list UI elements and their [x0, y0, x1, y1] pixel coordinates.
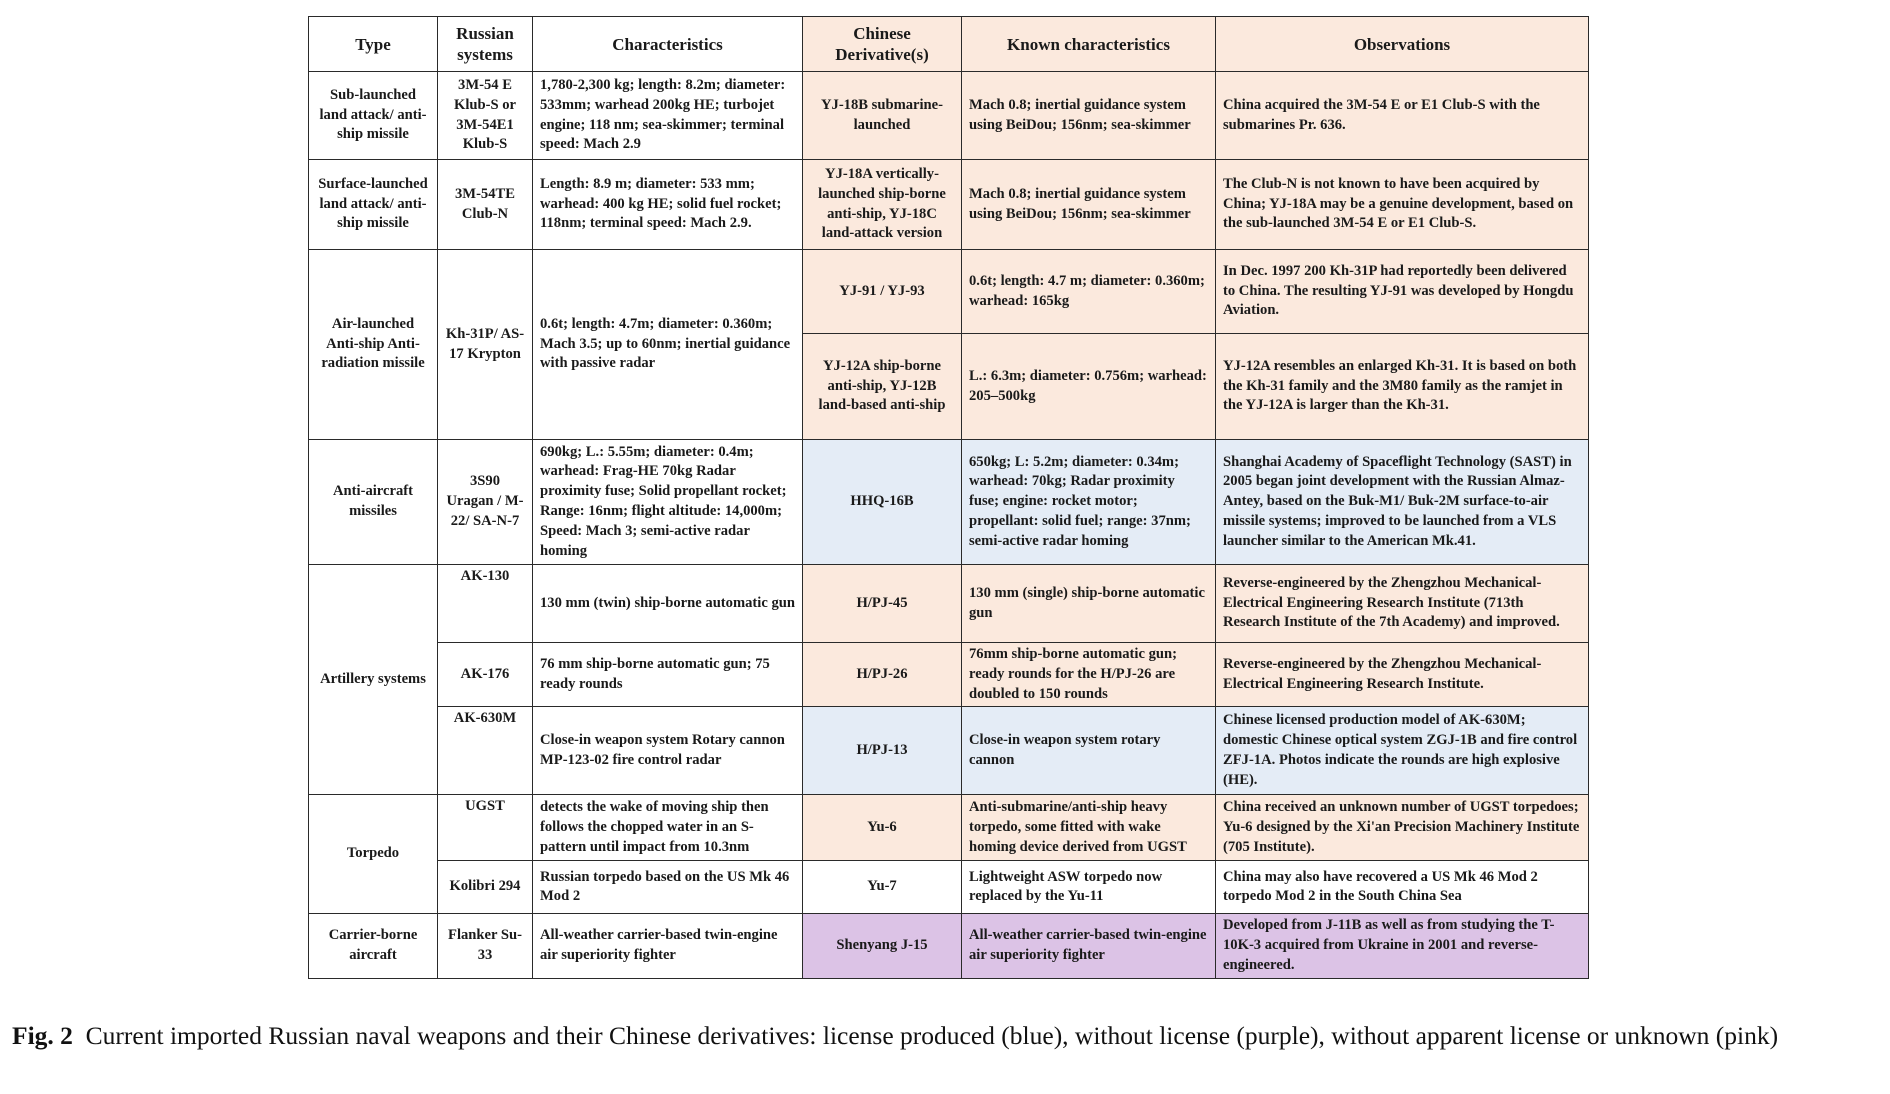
known-characteristics-cell: 0.6t; length: 4.7 m; diameter: 0.360m; warhead: 165kg [962, 250, 1216, 334]
header-known-characteristics: Known characteristics [962, 17, 1216, 72]
known-characteristics-cell: 650kg; L: 5.2m; diameter: 0.34m; warhead: 70kg; Radar proximity fuse; engine: rocket motor; propellant: solid fuel; range: 37nm; semi-active radar homing [962, 440, 1216, 565]
header-observations: Observations [1216, 17, 1589, 72]
characteristics-cell: 0.6t; length: 4.7m; diameter: 0.360m; Mach 3.5; up to 60nm; inertial guidance with passive radar [533, 250, 803, 440]
table-row [309, 914, 1589, 978]
header-chinese-derivatives: Chinese Derivative(s) [803, 17, 962, 72]
figure-caption [12, 1018, 1878, 1053]
chinese-derivative-cell: H/PJ-26 [803, 643, 962, 707]
table-row [309, 72, 1589, 160]
characteristics-cell: Russian torpedo based on the US Mk 46 Mod 2 [533, 861, 803, 914]
known-characteristics-cell: Mach 0.8; inertial guidance system using BeiDou; 156nm; sea-skimmer [962, 160, 1216, 250]
characteristics-cell: detects the wake of moving ship then follows the chopped water in an S-pattern until impact from 10.3nm [533, 795, 803, 861]
russian-system-cell: AK-176 [438, 643, 533, 707]
figure-label: Fig. 2 [12, 1021, 73, 1050]
chinese-derivative-cell: YJ-12A ship-borne anti-ship, YJ-12B land-based anti-ship [803, 334, 962, 440]
russian-system-cell: Kolibri 294 [438, 861, 533, 914]
known-characteristics-cell: Close-in weapon system rotary cannon [962, 707, 1216, 795]
chinese-derivative-cell: H/PJ-45 [803, 565, 962, 643]
russian-system-cell: AK-130 [438, 565, 533, 643]
type-cell: Anti-aircraft missiles [309, 440, 438, 565]
characteristics-cell: 130 mm (twin) ship-borne automatic gun [533, 565, 803, 643]
type-cell: Air-launched Anti-ship Anti-radiation missile [309, 250, 438, 440]
observations-cell: YJ-12A resembles an enlarged Kh-31. It is based on both the Kh-31 family and the 3M80 family as the ramjet in the YJ-12A is larger than the Kh-31. [1216, 334, 1589, 440]
characteristics-cell: 1,780-2,300 kg; length: 8.2m; diameter: 533mm; warhead 200kg HE; turbojet engine; 118 nm; sea-skimmer; terminal speed: Mach 2.9 [533, 72, 803, 160]
known-characteristics-cell: 130 mm (single) ship-borne automatic gun [962, 565, 1216, 643]
table-row [309, 565, 1589, 643]
observations-cell: The Club-N is not known to have been acquired by China; YJ-18A may be a genuine development, based on the sub-launched 3M-54 E or E1 Club-S. [1216, 160, 1589, 250]
observations-cell: Reverse-engineered by the Zhengzhou Mechanical-Electrical Engineering Research Institute. [1216, 643, 1589, 707]
observations-cell: China received an unknown number of UGST torpedoes; Yu-6 designed by the Xi'an Precision Machinery Institute (705 Institute). [1216, 795, 1589, 861]
chinese-derivative-cell: YJ-91 / YJ-93 [803, 250, 962, 334]
type-cell: Surface-launched land attack/ anti-ship missile [309, 160, 438, 250]
chinese-derivative-cell: Yu-6 [803, 795, 962, 861]
characteristics-cell: Close-in weapon system Rotary cannon MP-123-02 fire control radar [533, 707, 803, 795]
table-row [309, 250, 1589, 334]
chinese-derivative-cell: YJ-18B submarine-launched [803, 72, 962, 160]
table-row [309, 795, 1589, 861]
observations-cell: China may also have recovered a US Mk 46 Mod 2 torpedo Mod 2 in the South China Sea [1216, 861, 1589, 914]
type-cell: Artillery systems [309, 565, 438, 795]
header-type: Type [309, 17, 438, 72]
chinese-derivative-cell: YJ-18A vertically-launched ship-borne anti-ship, YJ-18C land-attack version [803, 160, 962, 250]
known-characteristics-cell: Mach 0.8; inertial guidance system using BeiDou; 156nm; sea-skimmer [962, 72, 1216, 160]
type-cell: Carrier-borne aircraft [309, 914, 438, 978]
russian-system-cell: Flanker Su-33 [438, 914, 533, 978]
russian-system-cell: 3S90 Uragan / M-22/ SA-N-7 [438, 440, 533, 565]
figure-caption-text: Current imported Russian naval weapons and their Chinese derivatives: license produced (blue), without license (purple), without apparent license or unknown (pink) [85, 1021, 1779, 1050]
russian-system-cell: 3M-54TE Club-N [438, 160, 533, 250]
chinese-derivative-cell: Yu-7 [803, 861, 962, 914]
characteristics-cell: 690kg; L.: 5.55m; diameter: 0.4m; warhead: Frag-HE 70kg Radar proximity fuse; Solid propellant rocket; Range: 16nm; flight altitude: 14,000m; Speed: Mach 3; semi-active radar homing [533, 440, 803, 565]
russian-system-cell: Kh-31P/ AS-17 Krypton [438, 250, 533, 440]
table-header-row [309, 17, 1589, 72]
observations-cell: Developed from J-11B as well as from studying the T-10K-3 acquired from Ukraine in 2001 and reverse-engineered. [1216, 914, 1589, 978]
observations-cell: Chinese licensed production model of AK-630M; domestic Chinese optical system ZGJ-1B and fire control ZFJ-1A. Photos indicate the rounds are high explosive (HE). [1216, 707, 1589, 795]
known-characteristics-cell: Anti-submarine/anti-ship heavy torpedo, some fitted with wake homing device derived from UGST [962, 795, 1216, 861]
table-row [309, 440, 1589, 565]
weapons-table-figure [308, 16, 1588, 979]
table-row [309, 707, 1589, 795]
observations-cell: In Dec. 1997 200 Kh-31P had reportedly been delivered to China. The resulting YJ-91 was developed by Hongdu Aviation. [1216, 250, 1589, 334]
characteristics-cell: 76 mm ship-borne automatic gun; 75 ready rounds [533, 643, 803, 707]
known-characteristics-cell: All-weather carrier-based twin-engine air superiority fighter [962, 914, 1216, 978]
known-characteristics-cell: Lightweight ASW torpedo now replaced by the Yu-11 [962, 861, 1216, 914]
russian-system-cell: AK-630M [438, 707, 533, 795]
chinese-derivative-cell: Shenyang J-15 [803, 914, 962, 978]
russian-system-cell: 3M-54 E Klub-S or 3M-54E1 Klub-S [438, 72, 533, 160]
observations-cell: Reverse-engineered by the Zhengzhou Mechanical-Electrical Engineering Research Institute (713th Research Institute of the 7th Academy) and improved. [1216, 565, 1589, 643]
known-characteristics-cell: 76mm ship-borne automatic gun; ready rounds for the H/PJ-26 are doubled to 150 rounds [962, 643, 1216, 707]
header-characteristics: Characteristics [533, 17, 803, 72]
characteristics-cell: Length: 8.9 m; diameter: 533 mm; warhead: 400 kg HE; solid fuel rocket; 118nm; terminal speed: Mach 2.9. [533, 160, 803, 250]
table-row [309, 160, 1589, 250]
type-cell: Sub-launched land attack/ anti-ship missile [309, 72, 438, 160]
russian-system-cell: UGST [438, 795, 533, 861]
table-row [309, 861, 1589, 914]
header-russian-systems: Russian systems [438, 17, 533, 72]
observations-cell: Shanghai Academy of Spaceflight Technology (SAST) in 2005 began joint development with the Russian Almaz-Antey, based on the Buk-M1/ Buk-2M surface-to-air missile systems; improved to be launched from a VLS launcher similar to the American Mk.41. [1216, 440, 1589, 565]
chinese-derivative-cell: HHQ-16B [803, 440, 962, 565]
weapons-table [308, 16, 1589, 979]
table-row [309, 643, 1589, 707]
chinese-derivative-cell: H/PJ-13 [803, 707, 962, 795]
characteristics-cell: All-weather carrier-based twin-engine air superiority fighter [533, 914, 803, 978]
known-characteristics-cell: L.: 6.3m; diameter: 0.756m; warhead: 205–500kg [962, 334, 1216, 440]
observations-cell: China acquired the 3M-54 E or E1 Club-S with the submarines Pr. 636. [1216, 72, 1589, 160]
type-cell: Torpedo [309, 795, 438, 914]
